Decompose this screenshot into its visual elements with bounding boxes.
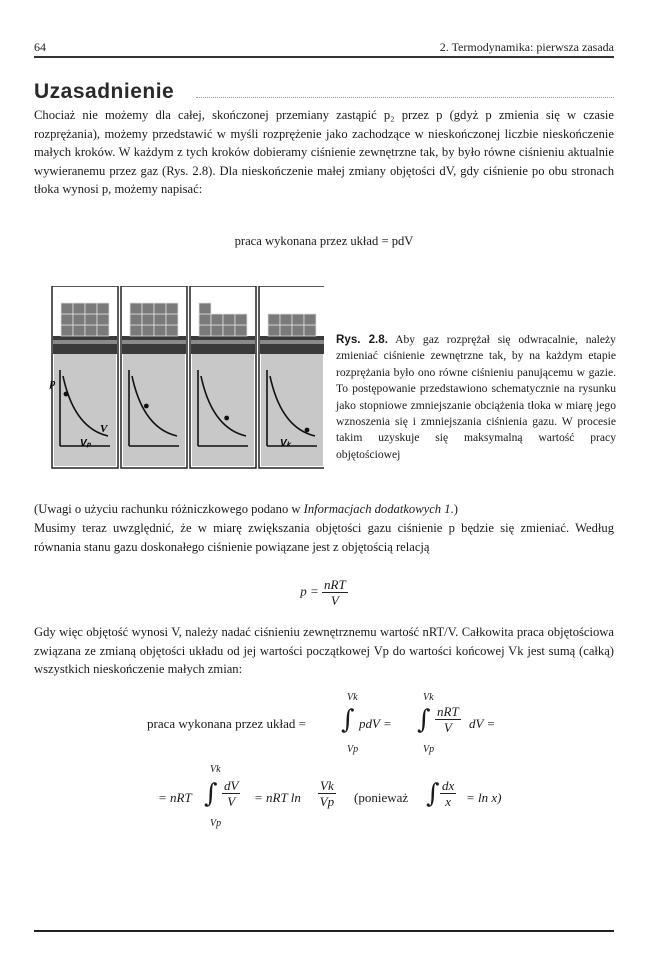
weight-block <box>73 325 85 336</box>
paragraph-integral: Gdy więc objętość wynosi V, należy nadać ciśnieniu zewnętrznemu wartość nRT/V. Całkowita praca objętościowa związana ze zmianą objętości układu od jej wartości początkowej Vp do wartości końcowej Vk jest sumą (całką) wszystkich nieskończenie małych zmian: <box>34 625 614 677</box>
weight-block <box>211 314 223 325</box>
state-point-3 <box>224 416 229 421</box>
piston-highlight-1 <box>53 340 117 344</box>
eq4-lnnum: Vk <box>320 778 334 793</box>
integral-sign-3: ∫ <box>204 779 218 809</box>
note-prefix: (Uwagi o użyciu rachunku różniczkowego podano w <box>34 502 304 516</box>
weight-block <box>97 314 109 325</box>
weight-block <box>304 325 316 336</box>
weight-block <box>304 314 316 325</box>
weight-block <box>154 303 166 314</box>
axis-v-label: V <box>100 423 108 435</box>
eq2-fraction <box>322 577 348 608</box>
state-point-1 <box>64 392 69 397</box>
eq4-mid: = nRT ln <box>254 790 301 805</box>
state-point-4 <box>305 428 310 433</box>
ideal-gas-equation <box>34 577 614 608</box>
weight-block <box>142 325 154 336</box>
section-title: Uzasadnienie <box>34 80 175 103</box>
weight-block <box>166 303 178 314</box>
weight-block <box>280 314 292 325</box>
gas-region-3 <box>192 354 254 466</box>
paragraph-pressure: Musimy teraz uwzględnić, że w miarę zwiększania objętości gazu ciśnienie p będzie się zmieniać. Według równania stanu gazu doskonałego ciśnienie powiązane jest z objętością relacją <box>34 521 614 554</box>
eq3-tail: dV = <box>469 716 496 731</box>
note <box>34 500 614 519</box>
eq4-lnfrac <box>318 778 336 809</box>
header-rule <box>34 56 614 58</box>
eq2-den: V <box>330 593 339 608</box>
eq4-lower: Vp <box>210 818 222 829</box>
weight-block <box>223 314 235 325</box>
integral-sign-2: ∫ <box>417 705 431 735</box>
eq4-xfrac <box>440 778 456 809</box>
weight-block <box>61 314 73 325</box>
weight-block <box>199 303 211 314</box>
state-point-2 <box>144 404 149 409</box>
eq3-lhs: praca wykonana przez układ = <box>147 716 306 731</box>
eq2-num: nRT <box>324 577 346 592</box>
eq3-fraction <box>435 704 461 735</box>
piston-highlight-2 <box>122 340 186 344</box>
piston-1 <box>53 336 117 354</box>
title-dotted-rule <box>196 97 614 98</box>
weight-block <box>85 314 97 325</box>
eq4-dden: V <box>227 794 236 809</box>
eq4-because: (ponieważ <box>354 790 409 805</box>
vk-label: Vₖ <box>280 438 291 449</box>
weight-block <box>154 314 166 325</box>
figure-caption <box>336 332 616 463</box>
eq4-xnum: dx <box>442 778 455 793</box>
note-ref: Informacjach dodatkowych 1 <box>303 502 451 516</box>
weight-block <box>85 303 97 314</box>
paragraph-intro: Chociaż nie możemy dla całej, skończonej przemiany zastąpić p₂ przez p (gdyż p zmienia się w czasie rozprężania), możemy przedstawić w myśli rozprężenie jako zachodzące w nieskończonej liczbie nieskończenie małych kroków. W każdym z tych kroków dobieramy ciśnienie zewnętrzne tak, by było równe ciśnieniu aktualnie wywieranemu przez gaz (Rys. 2.8). Dla nieskończenie małej zmiany objętości dV, gdy ciśnienie po obu stronach tłoka wynosi p, możemy napisać: <box>34 108 614 197</box>
eq4-lnden: Vp <box>319 794 335 809</box>
piston-2 <box>122 336 186 354</box>
vp-label: Vₚ <box>80 438 91 449</box>
weight-block <box>223 325 235 336</box>
piston-highlight-4 <box>260 340 324 344</box>
weight-block <box>130 314 142 325</box>
weight-block <box>199 325 211 336</box>
weight-block <box>235 325 247 336</box>
piston-highlight-3 <box>191 340 255 344</box>
page-number: 64 <box>34 40 46 54</box>
weight-block <box>142 314 154 325</box>
weight-block <box>268 325 280 336</box>
weight-block <box>166 325 178 336</box>
eq3-lower-2: Vp <box>423 744 435 755</box>
weight-block <box>142 303 154 314</box>
figure-2-8 <box>48 286 324 472</box>
eq3-lower-1: Vp <box>347 744 359 755</box>
weight-block <box>199 314 211 325</box>
weight-block <box>211 325 223 336</box>
weight-block <box>292 325 304 336</box>
integral-sign-1: ∫ <box>341 705 355 735</box>
eq4-xden: x <box>445 794 452 809</box>
eq3-integrand: pdV = <box>359 716 392 731</box>
eq3-upper-1: Vk <box>347 692 358 703</box>
eq4-dnum: dV <box>224 778 239 793</box>
footer-rule <box>34 930 614 932</box>
weight-block <box>268 314 280 325</box>
weight-block <box>73 303 85 314</box>
running-header: 2. Termodynamika: pierwsza zasada <box>439 40 614 54</box>
figure-caption-text: Aby gaz rozprężał się odwracalnie, należy zmieniać ciśnienie zewnętrzne tak, by na każdym etapie rozprężania było ono równe ciśnieniu panującemu w gazie. To postępowanie przedstawiono schematycznie na rysunku jako stopniowe zmniejszanie obciążenia tłoka w miarę jego wznoszenia się i zmniejszania ciśnienia gazu. W procesie takim uzyskuje się maksymalną wartość pracy objętościowej <box>336 333 616 461</box>
weight-block <box>73 314 85 325</box>
gas-region-2 <box>123 354 185 466</box>
weight-block <box>154 325 166 336</box>
piston-4 <box>260 336 324 354</box>
eq2-lhs: p = <box>300 583 319 599</box>
piston-3 <box>191 336 255 354</box>
axis-p-label: p <box>50 377 56 389</box>
weight-block <box>166 314 178 325</box>
weight-block <box>61 303 73 314</box>
eq3-upper-2: Vk <box>423 692 434 703</box>
weight-block <box>130 303 142 314</box>
weight-block <box>61 325 73 336</box>
eq3-den: V <box>443 720 452 735</box>
eq3-num: nRT <box>437 704 459 719</box>
note-suffix: .) <box>450 502 458 516</box>
eq4-upper: Vk <box>210 764 221 775</box>
weight-block <box>280 325 292 336</box>
integral-equation-2 <box>158 764 598 832</box>
eq4-lead: = nRT <box>158 790 192 805</box>
weight-block <box>97 325 109 336</box>
work-equation: praca wykonana przez układ = pdV <box>234 234 414 248</box>
eq4-dfrac <box>222 778 240 809</box>
weight-block <box>97 303 109 314</box>
weight-block <box>85 325 97 336</box>
weight-block <box>235 314 247 325</box>
weight-block <box>292 314 304 325</box>
integral-equation-1 <box>147 692 587 756</box>
weight-block <box>130 325 142 336</box>
figure-label: Rys. 2.8. <box>336 333 388 346</box>
eq4-result: = ln x) <box>466 790 502 805</box>
gas-region-1 <box>54 354 116 466</box>
gas-region-4 <box>261 354 323 466</box>
integral-sign-4: ∫ <box>426 779 440 809</box>
